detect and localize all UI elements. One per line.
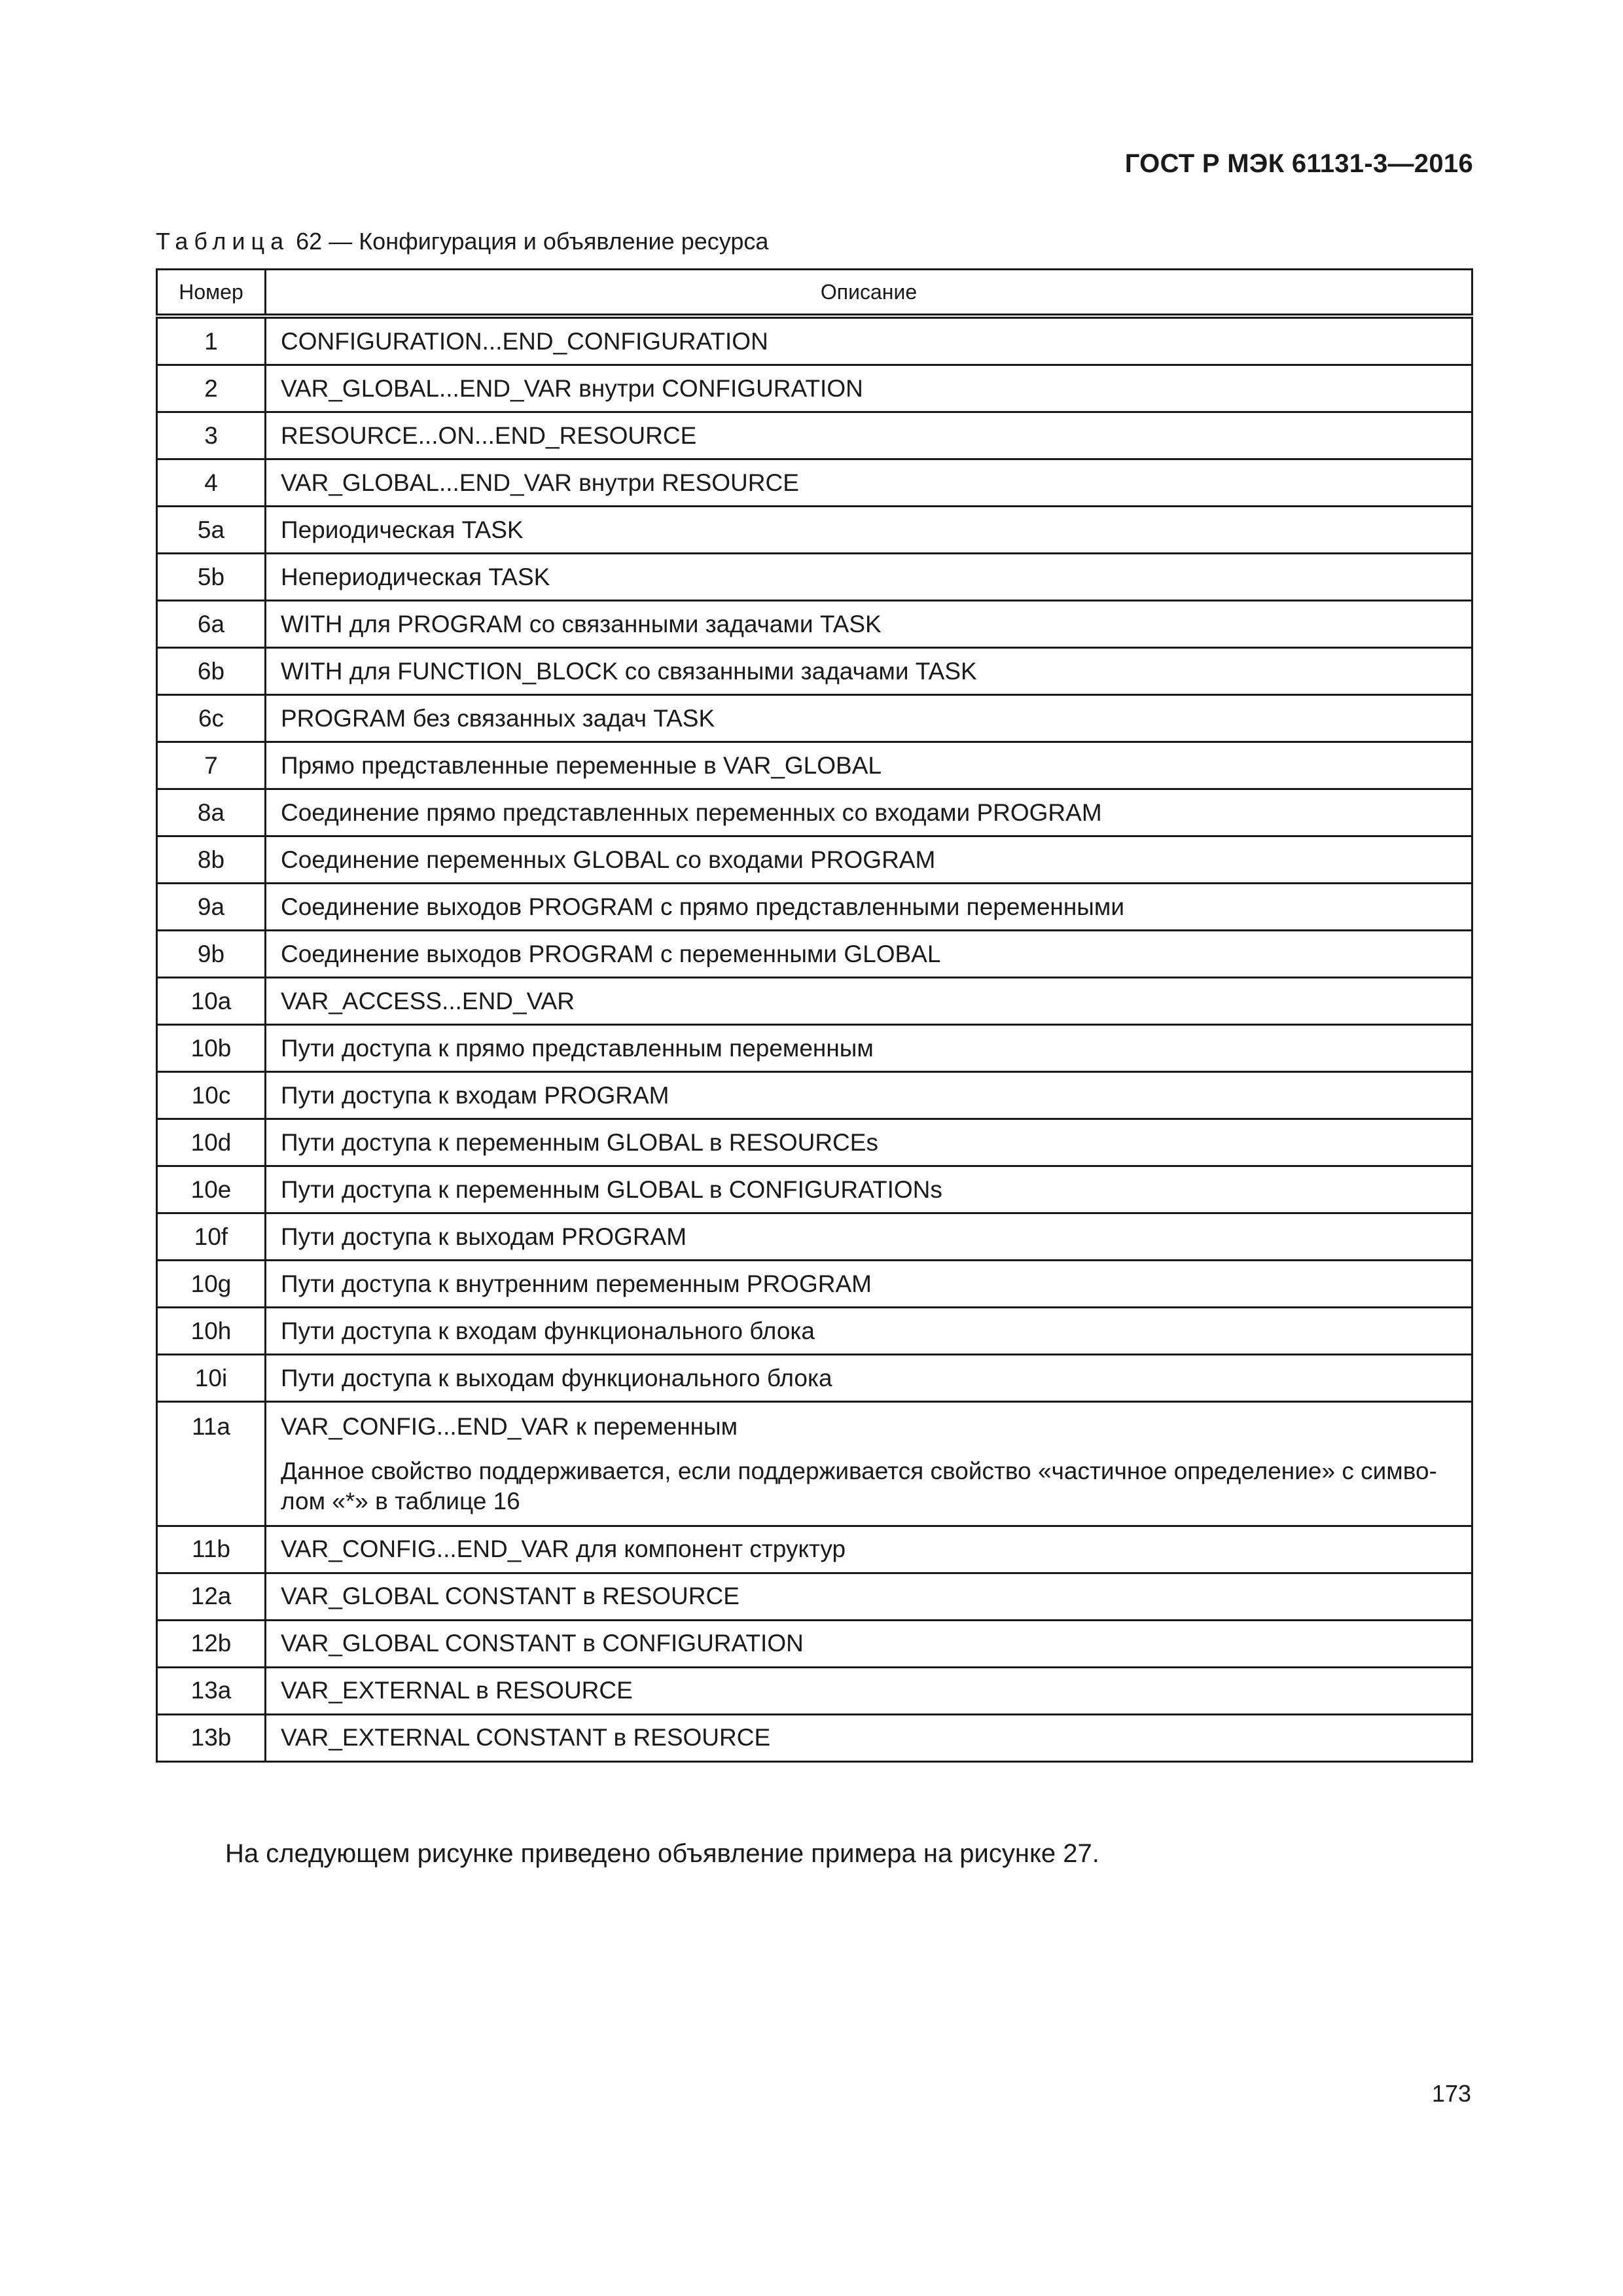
row-description-cell: VAR_GLOBAL CONSTANT в RESOURCE (266, 1573, 1472, 1620)
row-description-cell: VAR_CONFIG...END_VAR для компонент структур (266, 1526, 1472, 1573)
row-number-cell: 12b (157, 1620, 266, 1667)
row-description-cell: VAR_GLOBAL...END_VAR внутри RESOURCE (266, 459, 1472, 507)
row-number-cell: 8b (157, 836, 266, 884)
table-row (157, 459, 1472, 507)
table-row (157, 695, 1472, 742)
row-number-cell: 9a (157, 884, 266, 931)
row-number-cell: 10e (157, 1166, 266, 1213)
page-number: 173 (1431, 2080, 1471, 2107)
row-number-cell: 5a (157, 507, 266, 554)
row-number-cell: 10a (157, 978, 266, 1025)
table-row (157, 1166, 1472, 1213)
table-row (157, 1620, 1472, 1667)
row-number-cell: 7 (157, 742, 266, 789)
row-description-cell: CONFIGURATION...END_CONFIGURATION (266, 316, 1472, 365)
row-description-note: Данное свойство поддерживается, если поддерживается свойство «частичное определение» с симво-лом «*» в таблице 16 (281, 1458, 1437, 1515)
row-description-cell: VAR_GLOBAL...END_VAR внутри CONFIGURATION (266, 365, 1472, 412)
table-row (157, 601, 1472, 648)
row-number-cell: 13b (157, 1714, 266, 1761)
row-number-cell: 2 (157, 365, 266, 412)
table-row (157, 978, 1472, 1025)
table-row (157, 507, 1472, 554)
row-number-cell: 11b (157, 1526, 266, 1573)
table-row (157, 1526, 1472, 1573)
row-number-cell: 1 (157, 316, 266, 365)
table-header-row (157, 270, 1472, 317)
row-number-cell: 6c (157, 695, 266, 742)
row-description-cell: WITH для PROGRAM со связанными задачами TASK (266, 601, 1472, 648)
table-row (157, 836, 1472, 884)
row-description-cell: Соединение переменных GLOBAL со входами PROGRAM (266, 836, 1472, 884)
table-row (157, 1714, 1472, 1761)
table-caption-prefix: Таблица (156, 228, 290, 255)
row-number-cell: 6b (157, 648, 266, 695)
row-number-cell: 8a (157, 789, 266, 836)
row-number-cell: 10i (157, 1355, 266, 1402)
table-row (157, 1355, 1472, 1402)
row-number-cell: 10d (157, 1119, 266, 1166)
row-description-cell: Пути доступа к входам функционального блока (266, 1308, 1472, 1355)
table-row (157, 884, 1472, 931)
row-number-cell: 10g (157, 1261, 266, 1308)
table-row (157, 1213, 1472, 1261)
row-description-cell: Соединение выходов PROGRAM с прямо представленными переменными (266, 884, 1472, 931)
table-row (157, 931, 1472, 978)
table-body (157, 316, 1472, 1761)
table-row (157, 742, 1472, 789)
row-description-cell: VAR_EXTERNAL в RESOURCE (266, 1667, 1472, 1714)
row-description-cell (266, 1402, 1472, 1526)
row-number-cell: 6a (157, 601, 266, 648)
row-number-cell: 9b (157, 931, 266, 978)
row-description-cell: RESOURCE...ON...END_RESOURCE (266, 412, 1472, 459)
row-description-cell: Пути доступа к выходам PROGRAM (266, 1213, 1472, 1261)
table-row (157, 365, 1472, 412)
row-number-cell: 12a (157, 1573, 266, 1620)
table-row (157, 1025, 1472, 1072)
column-header-number: Номер (157, 270, 266, 317)
table-row (157, 1119, 1472, 1166)
table-caption (156, 228, 768, 255)
table-row (157, 648, 1472, 695)
table-row (157, 1573, 1472, 1620)
row-description-cell: Соединение выходов PROGRAM с переменными GLOBAL (266, 931, 1472, 978)
row-number-cell: 10c (157, 1072, 266, 1119)
row-description-text: VAR_CONFIG...END_VAR к переменным (281, 1413, 738, 1440)
row-description-cell: Непериодическая TASK (266, 554, 1472, 601)
row-number-cell: 3 (157, 412, 266, 459)
table-row (157, 1072, 1472, 1119)
row-description-cell: PROGRAM без связанных задач TASK (266, 695, 1472, 742)
row-number-cell: 10h (157, 1308, 266, 1355)
row-description-cell: Периодическая TASK (266, 507, 1472, 554)
table-row (157, 554, 1472, 601)
table-row (157, 1402, 1472, 1526)
row-number-cell: 13a (157, 1667, 266, 1714)
column-header-description: Описание (266, 270, 1472, 317)
row-description-cell: Пути доступа к внутренним переменным PROGRAM (266, 1261, 1472, 1308)
row-description-cell: VAR_GLOBAL CONSTANT в CONFIGURATION (266, 1620, 1472, 1667)
table-row (157, 1308, 1472, 1355)
table-caption-text: 62 — Конфигурация и объявление ресурса (289, 228, 769, 255)
table-row (157, 1261, 1472, 1308)
row-description-cell: Пути доступа к переменным GLOBAL в CONFIGURATIONs (266, 1166, 1472, 1213)
row-description-cell: Пути доступа к прямо представленным переменным (266, 1025, 1472, 1072)
document-header: ГОСТ Р МЭК 61131-3—2016 (1124, 149, 1473, 178)
resource-config-table (156, 268, 1473, 1763)
row-number-cell: 4 (157, 459, 266, 507)
row-number-cell: 10f (157, 1213, 266, 1261)
row-description-cell: Пути доступа к переменным GLOBAL в RESOURCEs (266, 1119, 1472, 1166)
body-paragraph: На следующем рисунке приведено объявление примера на рисунке 27. (225, 1839, 1099, 1868)
row-description-cell: VAR_EXTERNAL CONSTANT в RESOURCE (266, 1714, 1472, 1761)
row-description-cell: Пути доступа к входам PROGRAM (266, 1072, 1472, 1119)
row-description-cell: Пути доступа к выходам функционального блока (266, 1355, 1472, 1402)
table-row (157, 789, 1472, 836)
row-number-cell: 5b (157, 554, 266, 601)
row-description-cell: VAR_ACCESS...END_VAR (266, 978, 1472, 1025)
table-row (157, 1667, 1472, 1714)
row-description-cell: Соединение прямо представленных переменных со входами PROGRAM (266, 789, 1472, 836)
table-row (157, 316, 1472, 365)
row-description-cell: WITH для FUNCTION_BLOCK со связанными задачами TASK (266, 648, 1472, 695)
row-description-cell: Прямо представленные переменные в VAR_GLOBAL (266, 742, 1472, 789)
row-number-cell: 10b (157, 1025, 266, 1072)
table-row (157, 412, 1472, 459)
row-number-cell: 11a (157, 1402, 266, 1526)
